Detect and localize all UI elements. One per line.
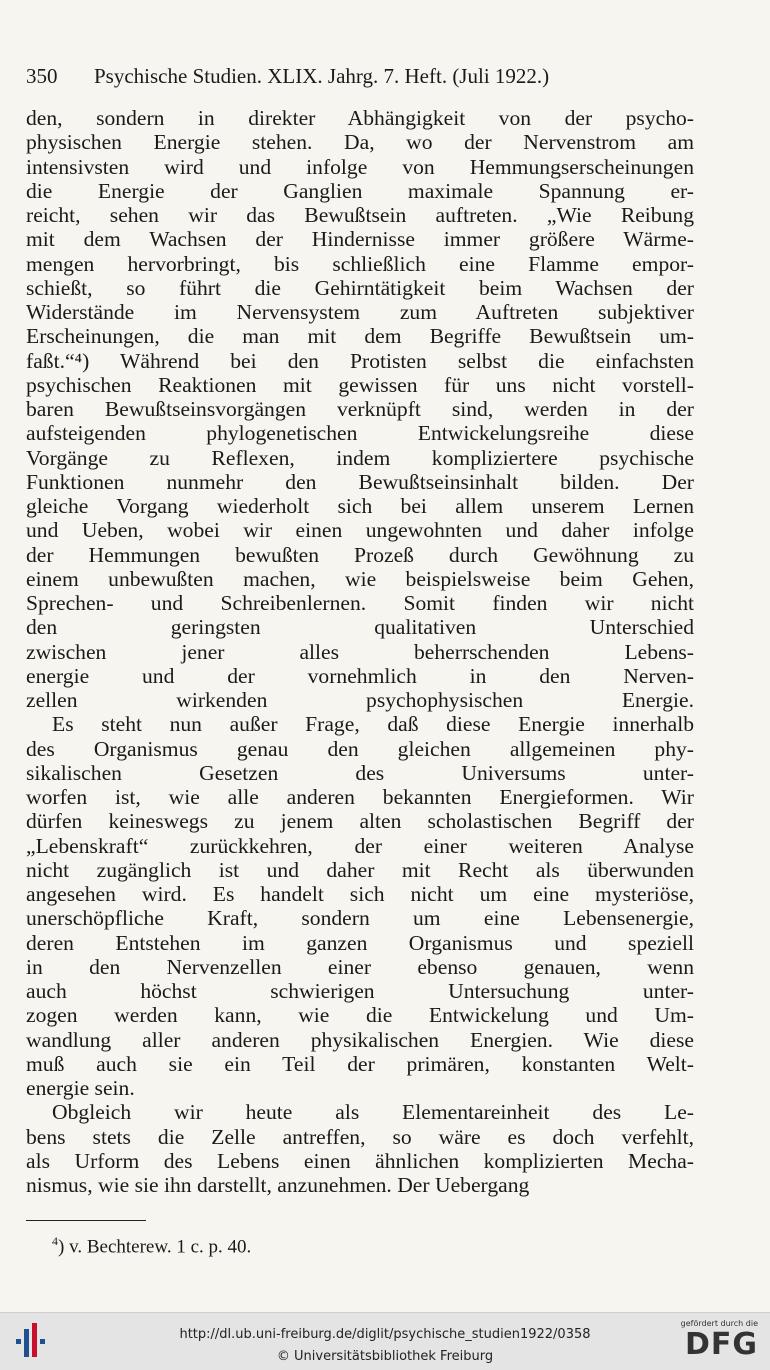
text-line: Vorgänge zu Reflexen, indem kompliziertere psychische [26, 445, 694, 470]
text-line: deren Entstehen im ganzen Organismus und speziell [26, 930, 694, 955]
text-line: Sprechen- und Schreibenlernen. Somit finden wir nicht [26, 591, 694, 615]
text-line: in den Nervenzellen einer ebenso genauen, wenn [26, 954, 694, 979]
text-line: und Ueben, wobei wir einen ungewohnten und daher infolge [26, 518, 694, 543]
text-line: die Energie der Ganglien maximale Spannung er- [26, 178, 694, 203]
text-line: Erscheinungen, die man mit dem Begriffe Bewußtsein um- [26, 324, 694, 349]
footnote-marker: 4 [52, 1234, 58, 1248]
dfg-logo-text: DFG [684, 1327, 758, 1362]
text-line: energie und der vornehmlich in den Nerven- [26, 663, 694, 688]
text-line: zellen wirkenden psychophysischen Energie. [26, 688, 694, 712]
text-line: zogen werden kann, wie die Entwickelung und Um- [26, 1003, 694, 1028]
permalink-url[interactable]: http://dl.ub.uni-freiburg.de/diglit/psychische_studien1922/0358 [179, 1327, 591, 1342]
dfg-funding-note: gefördert durch die [680, 1319, 758, 1328]
text-line: der Hemmungen bewußten Prozeß durch Gewöhnung zu [26, 542, 694, 567]
text-line: den geringsten qualitativen Unterschied [26, 615, 694, 640]
text-line: mit dem Wachsen der Hindernisse immer größere Wärme- [26, 227, 694, 252]
text-line: dürfen keineswegs zu jenem alten scholastischen Begriff der [26, 809, 694, 834]
footnote-text: ) v. Bechterew. 1 c. p. 40. [58, 1236, 252, 1258]
text-line: muß auch sie ein Teil der primären, konstanten Welt- [26, 1051, 694, 1076]
dfg-logo [680, 1319, 758, 1367]
text-line: faßt.“⁴) Während bei den Protisten selbst die einfachsten [26, 348, 694, 373]
text-line: auch höchst schwierigen Untersuchung unter- [26, 979, 694, 1003]
text-line: worfen ist, wie alle anderen bekannten Energieformen. Wir [26, 785, 694, 809]
text-line: unerschöpfliche Kraft, sondern um eine Lebensenergie, [26, 906, 694, 931]
text-line: intensivsten wird und infolge von Hemmungserscheinungen [26, 154, 694, 179]
text-line: aufsteigenden phylogenetischen Entwickelungsreihe diese [26, 421, 694, 446]
text-line: schießt, so führt die Gehirntätigkeit beim Wachsen der [26, 275, 694, 300]
text-line: energie sein. [26, 1076, 135, 1100]
running-header [26, 64, 710, 94]
running-title: Psychische Studien. XLIX. Jahrg. 7. Heft. (Juli 1922.) [94, 64, 550, 88]
copyright-text: © Universitätsbibliothek Freiburg [276, 1349, 494, 1364]
text-line: gleiche Vorgang wiederholt sich bei allem unserem Lernen [26, 494, 694, 518]
text-line: reicht, sehen wir das Bewußtsein auftreten. „Wie Reibung [26, 203, 694, 227]
text-line: nismus, wie sie ihn darstellt, anzunehmen. Der Uebergang [26, 1173, 530, 1197]
text-line: physischen Energie stehen. Da, wo der Nervenstrom am [26, 130, 694, 155]
text-line: den, sondern in direkter Abhängigkeit von der psycho- [26, 106, 694, 130]
text-line: einem unbewußten machen, wie beispielsweise beim Gehen, [26, 566, 694, 591]
text-line: Funktionen nunmehr den Bewußtseinsinhalt bilden. Der [26, 469, 694, 494]
text-line: des Organismus genau den gleichen allgemeinen phy- [26, 736, 694, 761]
text-line: Es steht nun außer Frage, daß diese Energie innerhalb [52, 712, 694, 737]
footnote-rule [26, 1220, 146, 1221]
text-line: zwischen jener alles beherrschenden Lebens- [26, 639, 694, 664]
text-line: sikalischen Gesetzen des Universums unter- [26, 760, 694, 785]
text-line: „Lebenskraft“ zurückkehren, der einer weiteren Analyse [26, 833, 694, 858]
viewer-footer [0, 1312, 770, 1370]
text-line: bens stets die Zelle antreffen, so wäre es doch verfehlt, [26, 1124, 694, 1149]
text-line: wandlung aller anderen physikalischen Energien. Wie diese [26, 1027, 694, 1052]
text-line: baren Bewußtseinsvorgängen verknüpft sind, werden in der [26, 397, 694, 421]
body-text [26, 106, 694, 1197]
text-line: Widerstände im Nervensystem zum Auftreten subjektiver [26, 300, 694, 324]
text-line: psychischen Reaktionen mit gewissen für uns nicht vorstell- [26, 372, 694, 397]
text-line: nicht zugänglich ist und daher mit Recht als überwunden [26, 857, 694, 882]
text-line: Obgleich wir heute als Elementareinheit des Le- [52, 1100, 694, 1125]
text-line: mengen hervorbringt, bis schließlich eine Flamme empor- [26, 251, 694, 276]
page-number: 350 [26, 64, 58, 88]
text-line: angesehen wird. Es handelt sich nicht um eine mysteriöse, [26, 882, 694, 906]
text-line: als Urform des Lebens einen ähnlichen komplizierten Mecha- [26, 1148, 694, 1173]
footnote [52, 1234, 251, 1258]
